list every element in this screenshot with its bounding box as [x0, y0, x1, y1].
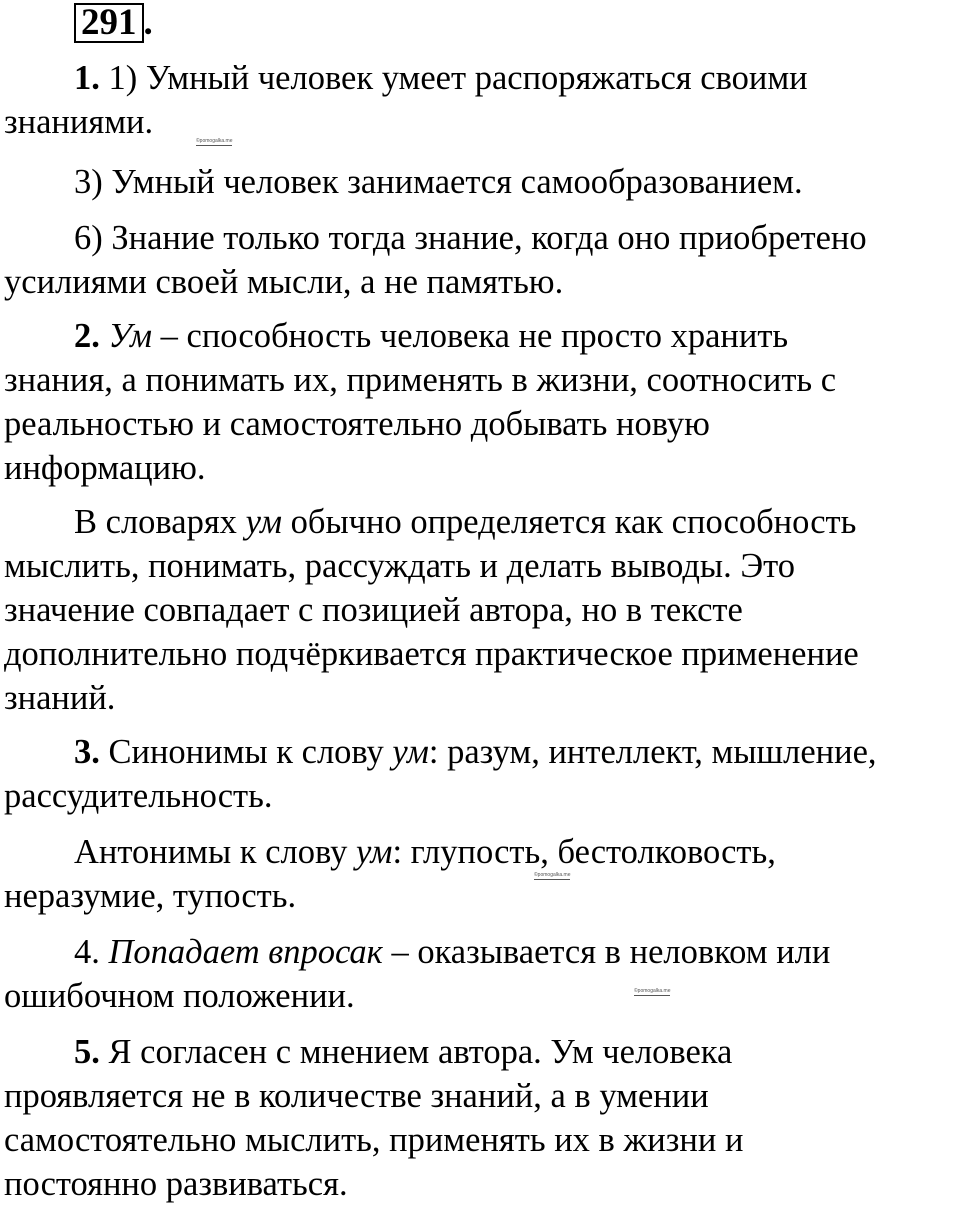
- answer-number: 4.: [74, 933, 100, 971]
- text-line: [4, 1030, 960, 1074]
- term: ум: [355, 833, 393, 871]
- text-line: 6) Знание только тогда знание, когда оно приобретено: [74, 219, 867, 257]
- text-line: [4, 930, 960, 974]
- answer-number: 5.: [74, 1033, 100, 1071]
- text-line: 3) Умный человек занимается самообразованием.: [74, 163, 803, 201]
- watermark: ©pomogalka.me: [534, 872, 571, 878]
- term: Ум: [108, 317, 153, 355]
- text-line: постоянно развиваться.: [4, 1165, 348, 1203]
- answer-3-paragraph-1: [4, 730, 960, 818]
- watermark: ©pomogalka.me: [196, 138, 233, 144]
- text-line: знаниями.: [4, 103, 154, 141]
- text-segment: Антонимы к слову: [74, 833, 356, 871]
- text-line: информацию.: [4, 449, 206, 487]
- answer-number: 1.: [74, 59, 100, 97]
- term: Попадает впросак: [108, 933, 383, 971]
- text-line: [4, 830, 960, 874]
- text-line: самостоятельно мыслить, применять их в жизни и: [4, 1121, 744, 1159]
- text-line: [4, 730, 960, 774]
- text-line: проявляется не в количестве знаний, а в умении: [4, 1077, 709, 1115]
- term: ум: [245, 503, 283, 541]
- answer-1-paragraph-3: [4, 216, 960, 304]
- text-segment: : глупость, бестолковость,: [392, 833, 776, 871]
- answer-1-paragraph-2: [4, 160, 960, 204]
- exercise-number-box: [74, 3, 144, 43]
- answer-2-paragraph-1: [4, 314, 960, 490]
- answer-2-paragraph-2: [4, 500, 960, 720]
- text-line: дополнительно подчёркивается практическое применение: [4, 635, 859, 673]
- term: ум: [392, 733, 429, 771]
- text-line: знаний.: [4, 679, 116, 717]
- exercise-header: [74, 2, 153, 44]
- text-line: неразумие, тупость.: [4, 877, 297, 915]
- answer-4-paragraph: [4, 930, 960, 1018]
- text-line: ошибочном положении.: [4, 977, 355, 1015]
- text-segment: обычно определяется как способность: [282, 503, 857, 541]
- text-line: [4, 500, 960, 544]
- text-line: значение совпадает с позицией автора, но в тексте: [4, 591, 743, 629]
- text-line: рассудительность.: [4, 777, 273, 815]
- text-segment: 1) Умный человек умеет распоряжаться своими: [99, 59, 808, 97]
- exercise-number: 291: [81, 2, 137, 43]
- text-segment: – оказывается в неловком или: [382, 933, 831, 971]
- text-segment: В словарях: [74, 503, 246, 541]
- text-segment: Синонимы к слову: [99, 733, 393, 771]
- text-line: усилиями своей мысли, а не памятью.: [4, 263, 564, 301]
- text-line: мыслить, понимать, рассуждать и делать выводы. Это: [4, 547, 795, 585]
- text-line: знания, а понимать их, применять в жизни, соотносить с: [4, 361, 837, 399]
- exercise-number-dot: .: [143, 2, 153, 43]
- text-segment: : разум, интеллект, мышление,: [428, 733, 877, 771]
- text-segment: – способность человека не просто хранить: [152, 317, 789, 355]
- text-segment: Я согласен с мнением автора. Ум человека: [99, 1033, 733, 1071]
- answer-1-paragraph-1: [4, 56, 960, 144]
- watermark: ©pomogalka.me: [634, 988, 671, 994]
- text-line: [4, 56, 960, 100]
- answer-number: 2.: [74, 317, 100, 355]
- answer-5-paragraph: [4, 1030, 960, 1206]
- text-line: реальностью и самостоятельно добывать новую: [4, 405, 710, 443]
- answer-3-paragraph-2: [4, 830, 960, 918]
- text-line: [4, 314, 960, 358]
- answer-number: 3.: [74, 733, 100, 771]
